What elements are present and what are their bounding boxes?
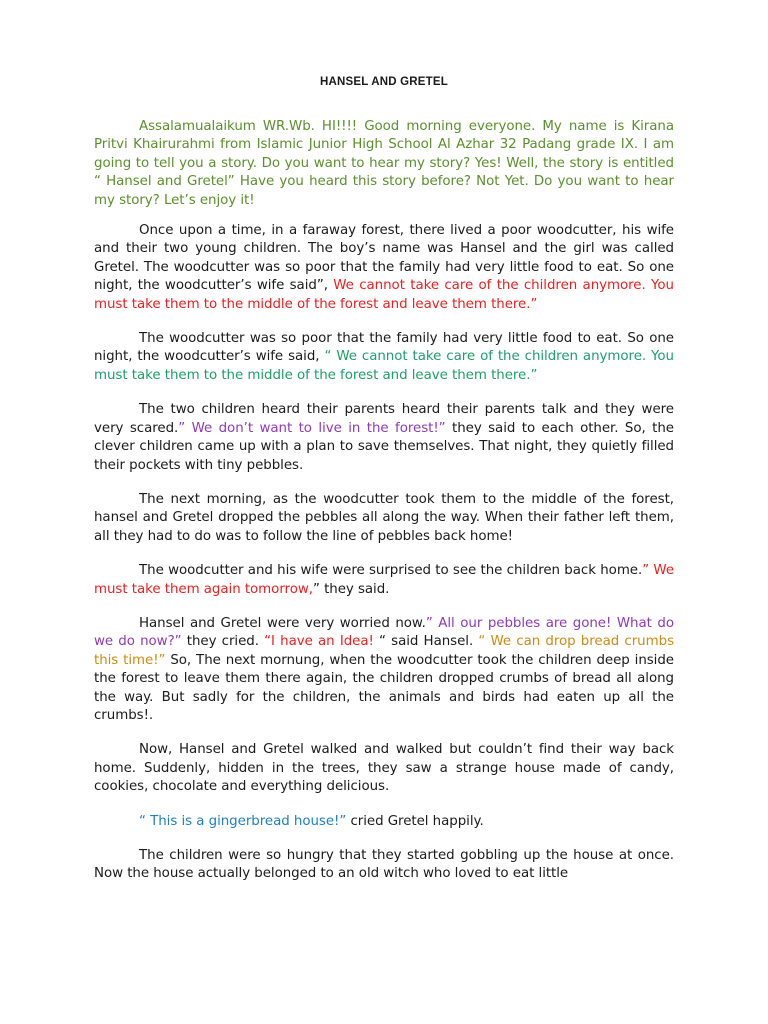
paragraph-8 (94, 813, 674, 831)
dialogue-text: “I have an Idea! (264, 634, 374, 650)
narration-text: The children were so hungry that they started gobbling up the house at once. Now the house actually belonged to an old witch who loved to eat little (94, 848, 674, 882)
paragraph-1 (94, 222, 674, 314)
dialogue-text: We cannot take care of the children anymore. You must take them to the middle of the forest and leave them there.” (94, 278, 674, 312)
narration-text: The woodcutter and his wife were surprised to see the children back home. (139, 563, 643, 579)
narration-text: they cried. (181, 634, 265, 650)
document-title: HANSEL AND GRETEL (320, 76, 448, 88)
dialogue-text: ” We must take them again tomorrow, (94, 563, 675, 597)
narration-text: Once upon a time, in a faraway forest, there lived a poor woodcutter, his wife and their two young children. The boy’s name was Hansel and the girl was called Gretel. The woodcutter was so poor that the family had very little food to eat. So one night, the woodcutter’s wife said”, (94, 223, 674, 294)
narration-text: So, The next mornung, when the woodcutter took the children deep inside the forest to leave them there again, the children dropped crumbs of bread all along the way. But sadly for the children, the animals and birds had eaten up all the crumbs!. (94, 652, 674, 723)
paragraph-9 (94, 847, 674, 884)
paragraph-2 (94, 330, 674, 385)
narration-text: ” they said. (312, 581, 390, 597)
opening-greeting-text: Assalamualaikum WR.Wb. HI!!!! Good morning everyone. My name is Kirana Pritvi Khairurahmi from Islamic Junior High School Al Azhar 32 Padang grade IX. I am going to tell you a story. Do you want to hear my story? Yes! Well, the story is entitled “ Hansel and Gretel” Have you heard this story before? Not Yet. Do you want to hear my story? Let’s enjoy it! (94, 119, 674, 208)
narration-text: “ said Hansel. (373, 634, 479, 650)
narration-text: Now, Hansel and Gretel walked and walked but couldn’t find their way back home. Suddenly, hidden in the trees, they saw a strange house made of candy, cookies, chocolate and everything delicious. (94, 742, 674, 795)
narration-text: they said to each other. So, the clever children came up with a plan to save themselves. That night, they quietly filled their pockets with tiny pebbles. (94, 420, 674, 473)
dialogue-text: “ We can drop bread crumbs this time!” (94, 634, 674, 668)
narration-text: The next morning, as the woodcutter took them to the middle of the forest, hansel and Gretel dropped the pebbles all along the way. When their father left them, all they had to do was to follow the line of pebbles back home! (94, 491, 674, 544)
dialogue-text: “ This is a gingerbread house!” (139, 813, 347, 829)
narration-text: The woodcutter was so poor that the family had very little food to eat. So one night, the woodcutter’s wife said, (94, 331, 674, 365)
dialogue-text: “ We cannot take care of the children anymore. You must take them to the middle of the forest and leave them there.” (94, 349, 674, 383)
dialogue-text: ” All our pebbles are gone! What do we do now?” (94, 615, 674, 650)
paragraph-5 (94, 562, 674, 599)
paragraph-6 (94, 615, 674, 725)
dialogue-text: ” We don’t want to live in the forest!” (178, 420, 446, 436)
paragraph-3 (94, 401, 674, 475)
paragraph-opening (94, 118, 674, 210)
narration-text: cried Gretel happily. (346, 813, 484, 829)
narration-text: Hansel and Gretel were very worried now. (139, 615, 426, 631)
paragraph-7 (94, 741, 674, 796)
narration-text: The two children heard their parents heard their parents talk and they were very scared. (94, 402, 674, 436)
paragraph-4 (94, 491, 674, 546)
